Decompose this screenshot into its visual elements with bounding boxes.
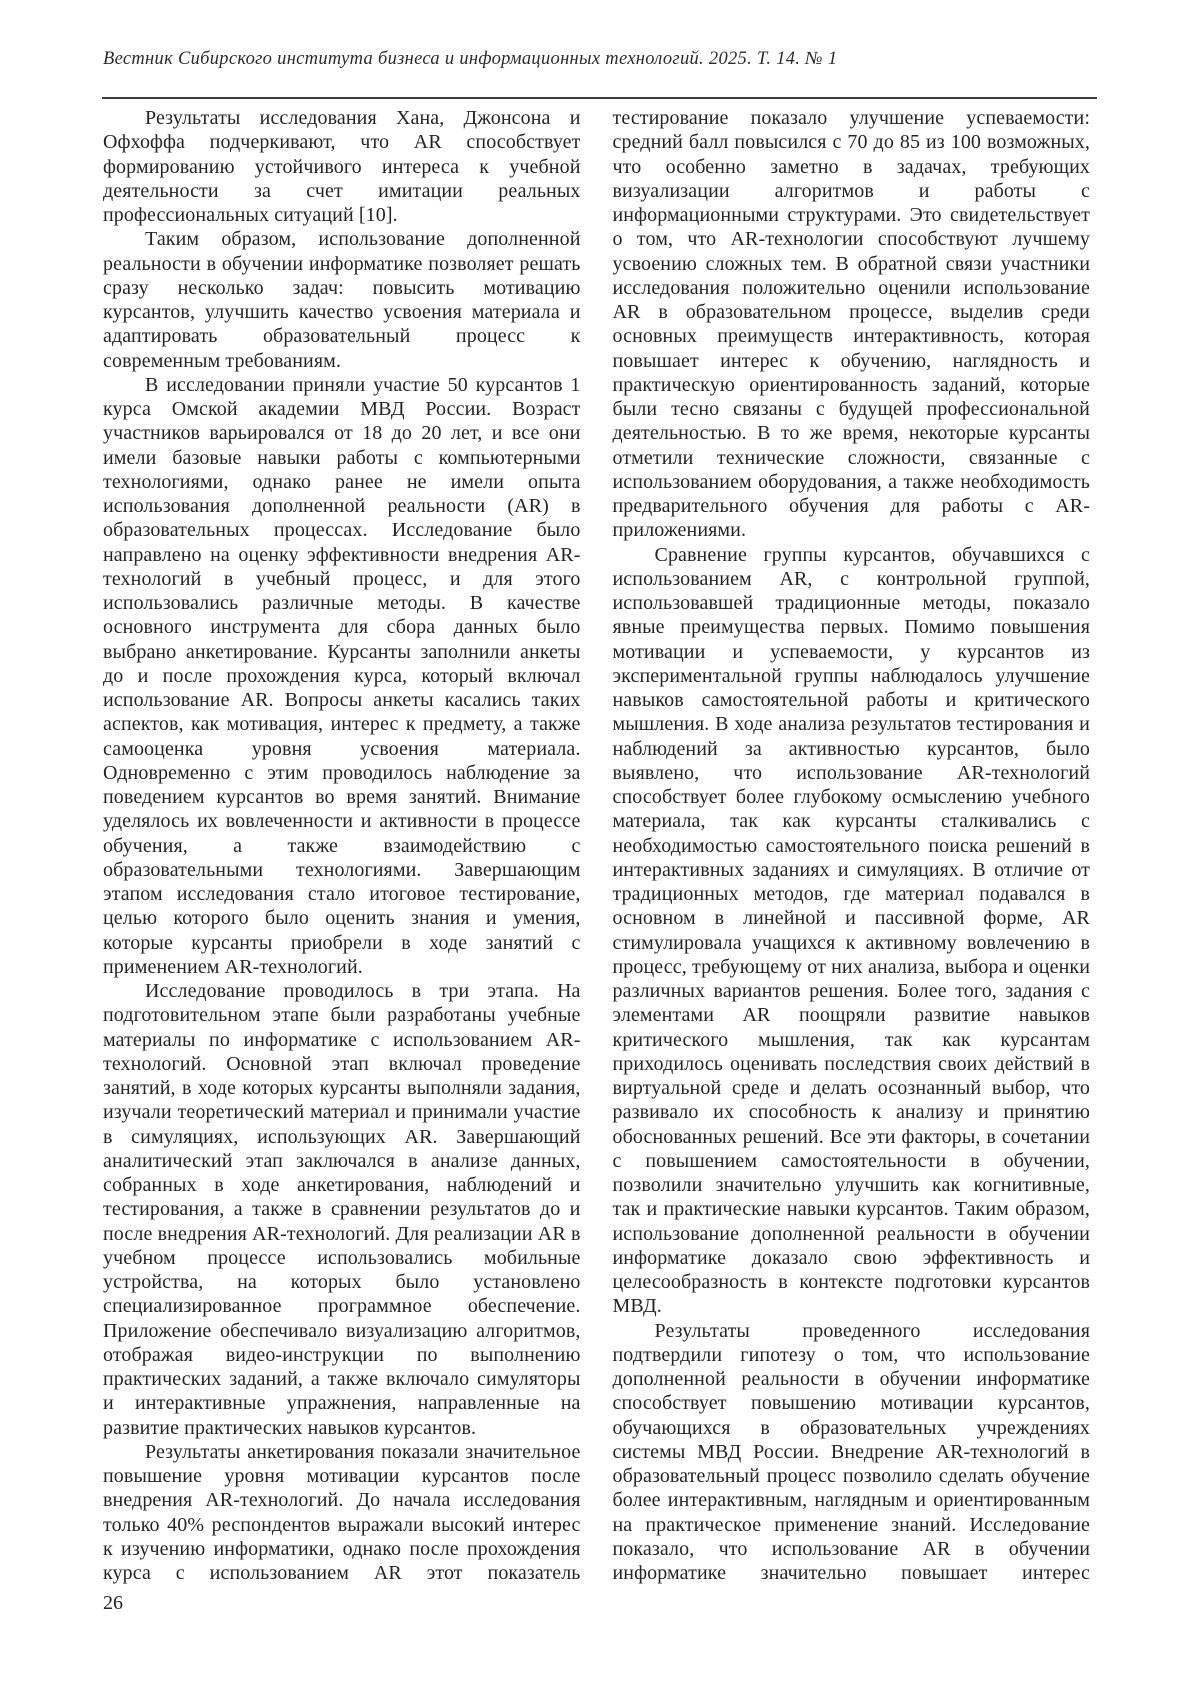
paragraph-testing-improvement: тестирование показало улучшение успеваемости: средний балл повысился с 70 до 85 из 100 возможных, что особенно заметно в задачах, требующих визуализации алгоритмов и работы с информационными структурами. Это свидетельствует о том, что AR-технологии способствуют лучшему усвоению сложных тем. В обратной связи участники исследования положительно оценили использование AR в образовательном процессе, выделив среди основных преимуществ интерактивность, которая повышает интерес к обучению, наглядность и практическую ориентированность заданий, которые были тесно связаны с будущей профессиональной деятельностью. В то же время, некоторые курсанты отметили технические сложности, связанные с использованием оборудования, а также необходимость предварительного обучения для работы с AR-приложениями. xyxy=(612,107,1090,542)
left-column xyxy=(103,106,581,1588)
paragraph-conclusion: Результаты проведенного исследования подтвердили гипотезу о том, что использование дополненной реальности в обучении информатике способствует повышению мотивации курсантов, обучающихся в образовательных учреждениях системы МВД России. Внедрение AR-технологий в образовательный процесс позволило сделать обучение более интерактивным, наглядным и ориентированным на практическое применение знаний. Исследование показало, что использование AR в обучении информатике значительно повышает интерес xyxy=(612,1319,1090,1584)
paragraph-results-khan: Результаты исследования Хана, Джонсона и Офхоффа подчеркивают, что AR способствует формированию устойчивого интереса к учебной деятельности за счет имитации реальных профессиональных ситуаций [10]. xyxy=(103,107,581,226)
header-rule xyxy=(102,97,1097,99)
paragraph-thus-ar-benefits: Таким образом, использование дополненной реальности в обучении информатике позволяет решать сразу несколько задач: повысить мотивацию курсантов, улучшить качество усвоения материала и адаптировать образовательный процесс к современным требованиям. xyxy=(103,228,581,372)
paragraph-study-stages: Исследование проводилось в три этапа. На подготовительном этапе были разработаны учебные материалы по информатике с использованием AR-технологий. Основной этап включал проведение занятий, в ходе которых курсанты выполняли задания, изучали теоретический материал и принимали участие в симуляциях, использующих AR. Завершающий аналитический этап заключался в анализе данных, собранных в ходе анкетирования, наблюдений и тестирования, а также в сравнении результатов до и после внедрения AR-технологий. Для реализации AR в учебном процессе использовались мобильные устройства, на которых было установлено специализированное программное обеспечение. Приложение обеспечивало визуализацию алгоритмов, отображая видео-инструкции по выполнению практических заданий, а также включало симуляторы и интерактивные упражнения, направленные на развитие практических навыков курсантов. xyxy=(103,980,581,1439)
paragraph-survey-results: Результаты анкетирования показали значительное повышение уровня мотивации курсантов после внедрения AR-технологий. До начала исследования только 40% респондентов выражали высокий интерес к изучению информатики, однако после прохождения курса с использованием AR этот показатель xyxy=(103,1440,581,1584)
paragraph-study-participants: В исследовании приняли участие 50 курсантов 1 курса Омской академии МВД России. Возраст участников варьировался от 18 до 20 лет, и все они имели базовые навыки работы с компьютерными технологиями, однако ранее не имели опыта использования дополненной реальности (AR) в образовательных процессах. Исследование было направлено на оценку эффективности внедрения AR-технологий в учебный процесс, и для этого использовались различные методы. В качестве основного инструмента для сбора данных было выбрано анкетирование. Курсанты заполнили анкеты до и после прохождения курса, который включал использование AR. Вопросы анкеты касались таких аспектов, как мотивация, интерес к предмету, а также самооценка уровня усвоения материала. Одновременно с этим проводилось наблюдение за поведением курсантов во время занятий. Внимание уделялось их вовлеченности и активности в процессе обучения, а также взаимодействию с образовательными технологиями. Завершающим этапом исследования стало итоговое тестирование, целью которого было оценить знания и умения, которые курсанты приобрели в ходе занятий с применением AR-технологий. xyxy=(103,373,581,978)
running-header: Вестник Сибирского института бизнеса и информационных технологий. 2025. Т. 14. № 1 xyxy=(103,49,838,69)
two-column-layout xyxy=(103,106,1090,1588)
page-number: 26 xyxy=(103,1592,123,1614)
paragraph-group-comparison: Сравнение группы курсантов, обучавшихся с использованием AR, с контрольной группой, использовавшей традиционные методы, показало явные преимущества первых. Помимо повышения мотивации и успеваемости, у курсантов из экспериментальной группы наблюдалось улучшение навыков самостоятельной работы и критического мышления. В ходе анализа результатов тестирования и наблюдений за активностью курсантов, было выявлено, что использование AR-технологий способствует более глубокому осмыслению учебного материала, так как курсанты сталкивались с необходимостью самостоятельного поиска решений в интерактивных заданиях и симуляциях. В отличие от традиционных методов, где материал подавался в основном в линейной и пассивной форме, AR стимулировала учащихся к активному вовлечению в процесс, требующему от них анализа, выбора и оценки различных вариантов решения. Более того, задания с элементами AR поощряли развитие навыков критического мышления, так как курсантам приходилось оценивать последствия своих действий в виртуальной среде и делать осознанный выбор, что развивало их способность к анализу и принятию обоснованных решений. Все эти факторы, в сочетании с повышением самостоятельности в обучении, позволили значительно улучшить как когнитивные, так и практические навыки курсантов. Таким образом, использование дополненной реальности в обучении информатике доказало свою эффективность и целесообразность в контексте подготовки курсантов МВД. xyxy=(612,543,1090,1318)
right-column xyxy=(613,106,1091,1588)
